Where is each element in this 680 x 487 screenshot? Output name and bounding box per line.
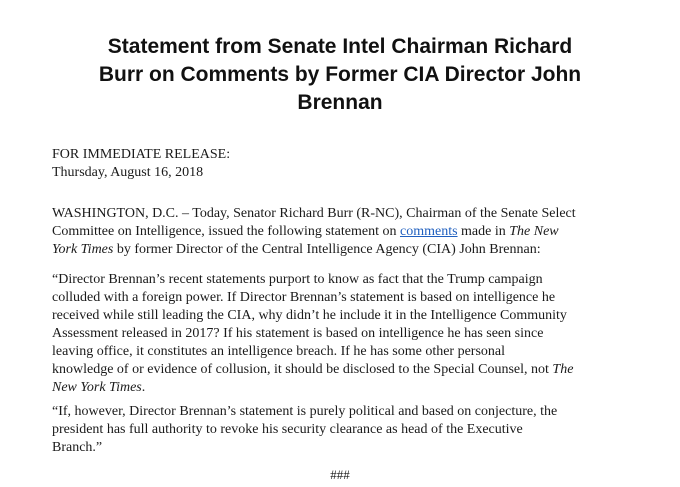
release-meta [52,146,230,182]
statement-title [40,33,640,117]
paragraph-line: “Director Brennan’s recent statements purport to know as fact that the Trump campaign [52,272,543,287]
text-run: Committee on Intelligence, issued the following statement on [52,224,400,239]
paragraph-line: WASHINGTON, D.C. – Today, Senator Richard Burr (R-NC), Chairman of the Senate Select [52,206,576,221]
paragraph-line [52,223,612,241]
paragraph-line: colluded with a foreign power. If Director Brennan’s statement is based on intelligence he [52,290,556,305]
text-run: made in [457,224,510,239]
title-line: Brennan [297,91,383,114]
quote-paragraph-2 [52,403,612,457]
comments-link[interactable]: comments [399,224,458,239]
publication-name: New York Times [52,380,142,395]
quote-paragraph-1 [52,271,612,397]
paragraph-line: leaving office, it constitutes an intelligence breach. If he has some other personal [52,344,506,359]
text-run: . [141,380,146,395]
text-run: by former Director of the Central Intelligence Agency (CIA) John Brennan: [113,242,541,257]
paragraph-line [52,241,612,259]
release-date: Thursday, August 16, 2018 [52,165,204,180]
paragraph-line [52,379,612,397]
title-line: Burr on Comments by Former CIA Director John [98,63,582,86]
intro-paragraph [52,205,612,259]
paragraph-line [52,361,612,379]
text-run: knowledge of or evidence of collusion, it should be disclosed to the Special Counsel, not [52,362,553,377]
title-line: Statement from Senate Intel Chairman Richard [107,35,573,58]
paragraph-line: president has full authority to revoke his security clearance as head of the Executive [52,422,523,437]
publication-name: The New [509,224,559,239]
paragraph-line: “If, however, Director Brennan’s statement is purely political and based on conjecture, the [52,404,558,419]
publication-name: York Times [52,242,114,257]
release-label: FOR IMMEDIATE RELEASE: [52,147,231,162]
end-mark: ### [330,467,350,482]
paragraph-line: received while still leading the CIA, why didn’t he include it in the Intelligence Community [52,308,567,323]
publication-name: The [552,362,574,377]
paragraph-line: Assessment released in 2017? If his statement is based on intelligence he has seen since [52,326,544,341]
paragraph-line: Branch.” [52,440,103,455]
